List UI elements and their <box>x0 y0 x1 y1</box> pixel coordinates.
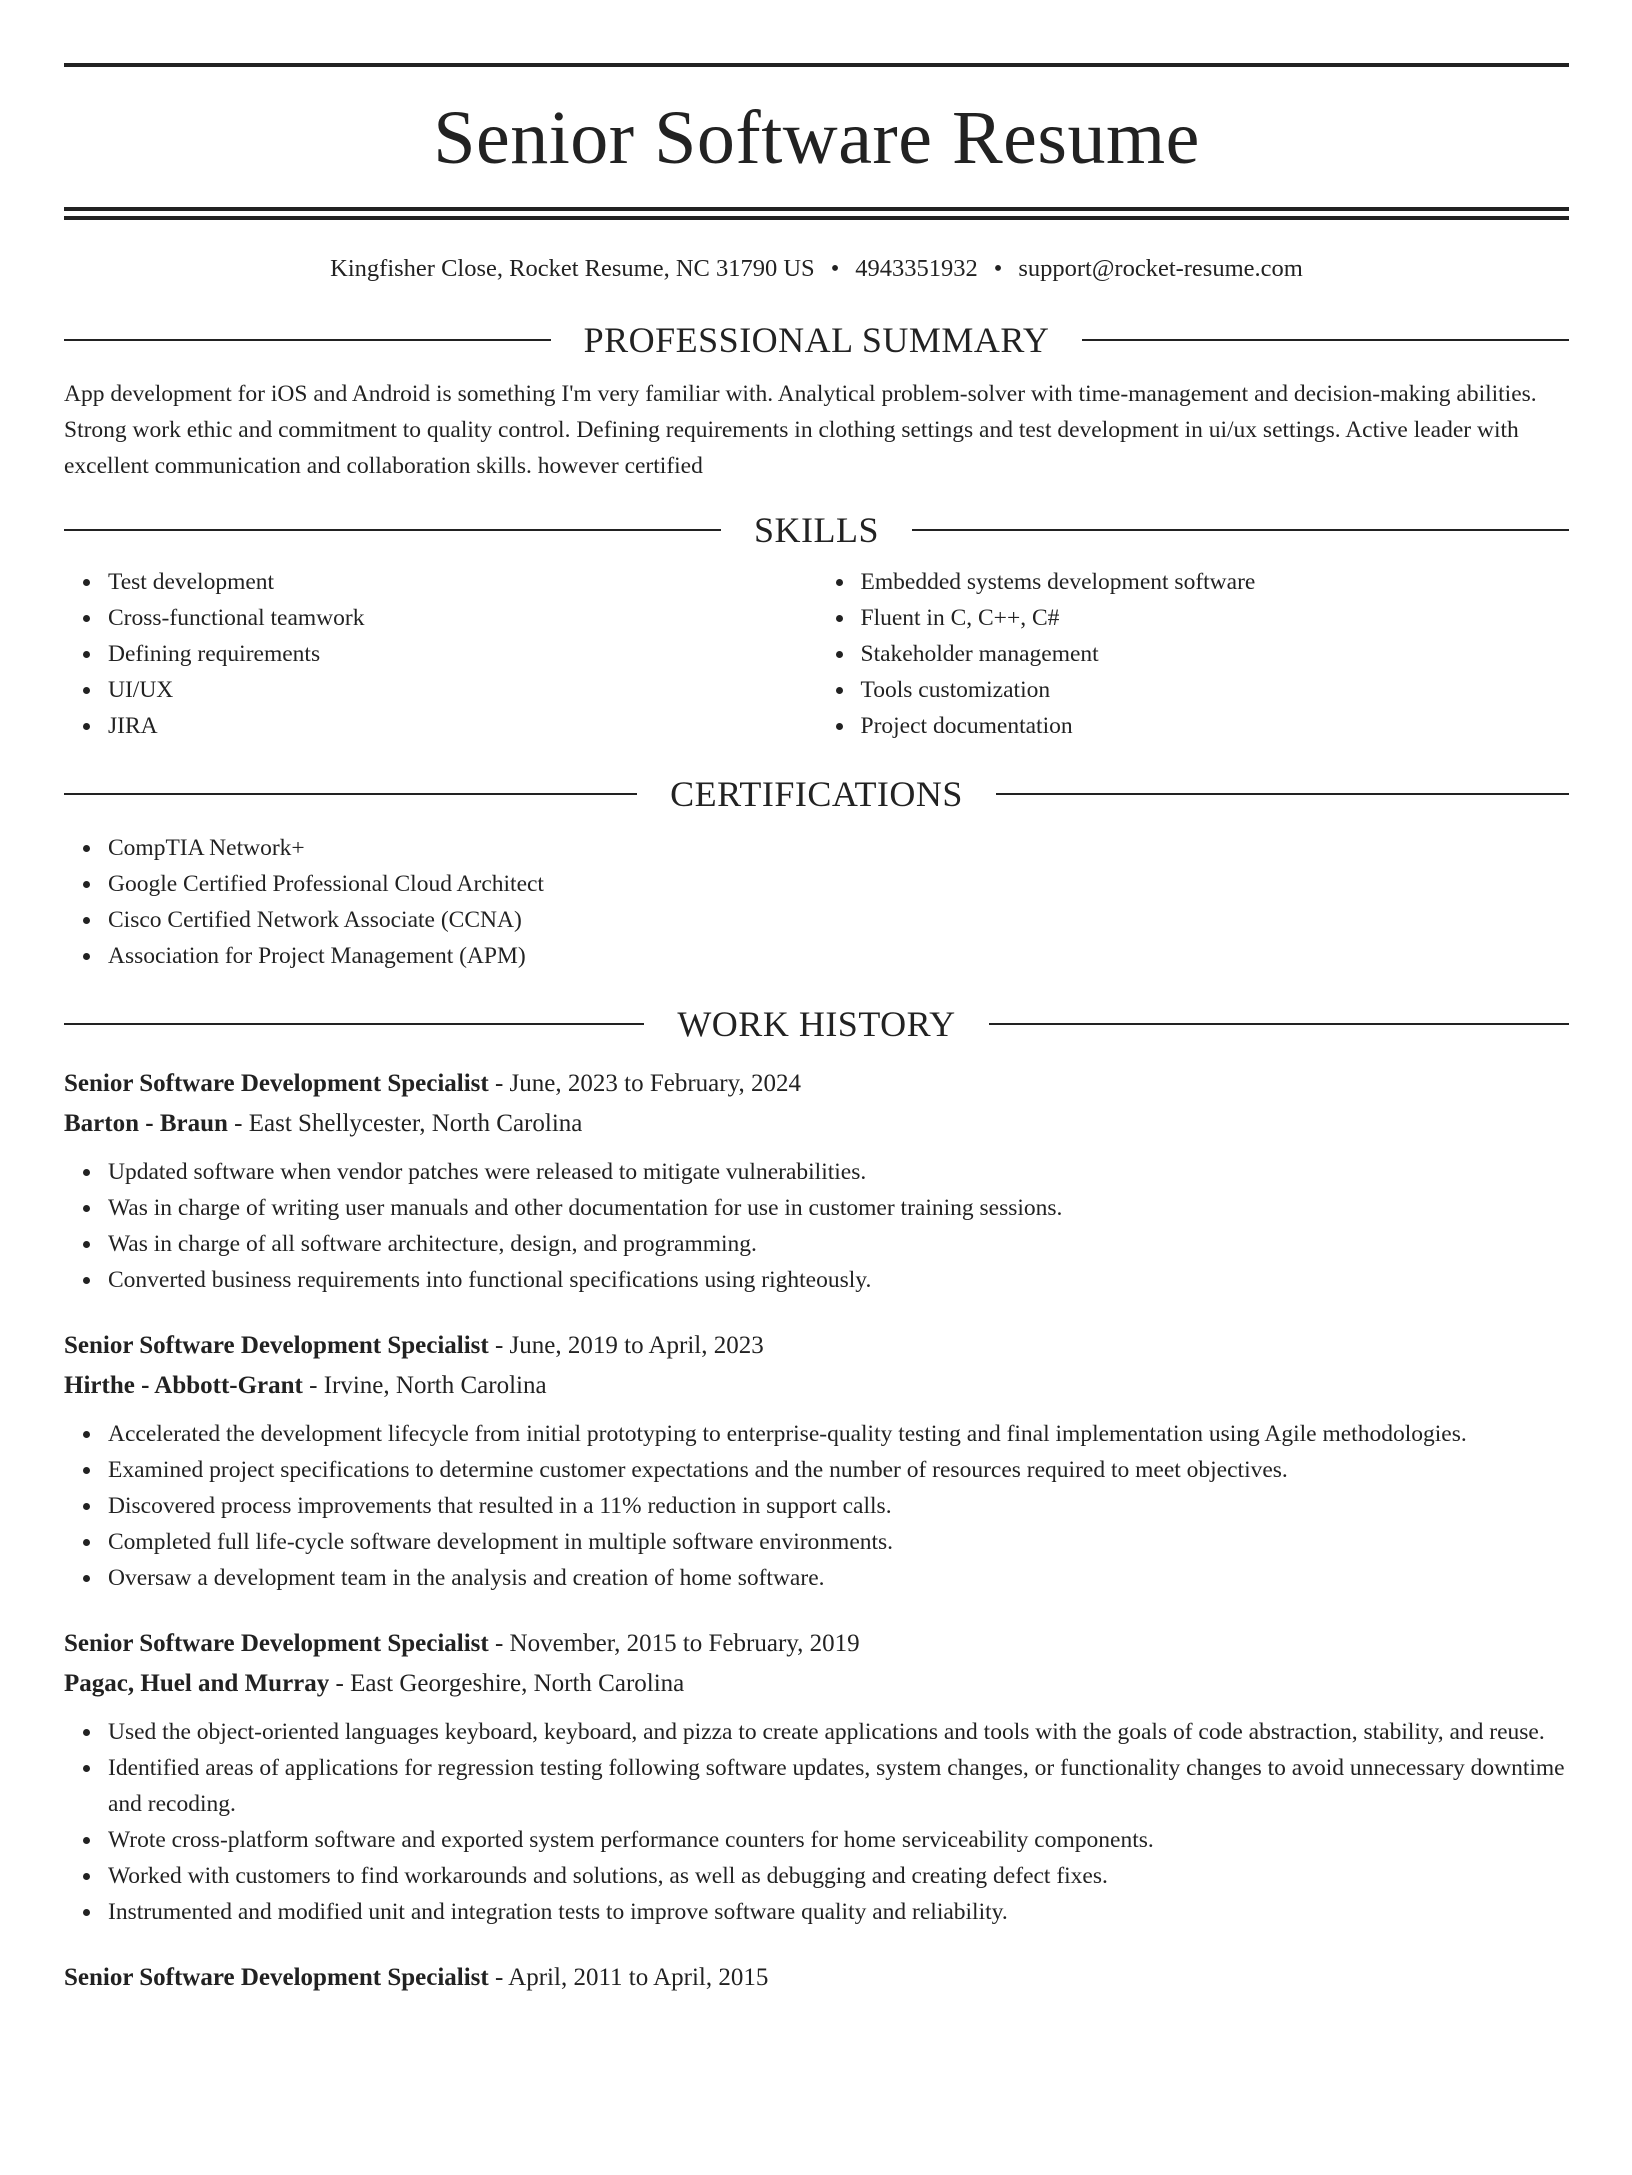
certifications-list <box>64 830 1569 974</box>
top-rule <box>64 63 1569 67</box>
job-company-line <box>64 1104 1569 1144</box>
certification-item: CompTIA Network+ <box>108 830 1569 866</box>
job-title: Senior Software Development Specialist <box>64 1964 489 1991</box>
job-company: Pagac, Huel and Murray <box>64 1670 330 1697</box>
skills-grid <box>64 564 1569 744</box>
job-location: - East Georgeshire, North Carolina <box>329 1670 685 1697</box>
job-bullet: Oversaw a development team in the analysis and creation of home software. <box>108 1560 1569 1596</box>
job-bullet: Examined project specifications to determine customer expectations and the number of resources required to meet objectives. <box>108 1452 1569 1488</box>
job-entry <box>64 1624 1569 1930</box>
job-title: Senior Software Development Specialist <box>64 1332 489 1359</box>
job-title: Senior Software Development Specialist <box>64 1070 489 1097</box>
certifications-heading <box>64 772 1569 816</box>
job-bullets <box>64 1416 1569 1596</box>
skills-heading-label: SKILLS <box>754 510 880 550</box>
title-double-rule <box>64 207 1569 220</box>
job-bullet: Was in charge of all software architecture, design, and programming. <box>108 1226 1569 1262</box>
summary-heading <box>64 318 1569 362</box>
resume-title: Senior Software Resume <box>433 96 1200 180</box>
job-bullet: Instrumented and modified unit and integration tests to improve software quality and reliability. <box>108 1894 1569 1930</box>
heading-rule <box>1082 339 1569 341</box>
job-title: Senior Software Development Specialist <box>64 1630 489 1657</box>
heading-rule <box>64 1023 644 1025</box>
summary-heading-label: PROFESSIONAL SUMMARY <box>583 320 1050 360</box>
job-bullet: Was in charge of writing user manuals and other documentation for use in customer training sessions. <box>108 1190 1569 1226</box>
job-title-line <box>64 1326 1569 1366</box>
skill-item: Embedded systems development software <box>861 564 1570 600</box>
certification-item: Association for Project Management (APM) <box>108 938 1569 974</box>
work-history-heading <box>64 1002 1569 1046</box>
job-company: Barton - Braun <box>64 1110 228 1137</box>
contact-separator: • <box>830 255 840 282</box>
heading-rule <box>64 793 637 795</box>
job-dates: - November, 2015 to February, 2019 <box>488 1630 860 1657</box>
summary-text: App development for iOS and Android is something I'm very familiar with. Analytical problem-solver with time-management and decision-making abilities. Strong work ethic and commitment to quality control. Defining requirements in clothing settings and test development in ui/ux settings. Active leader with excellent communication and collaboration skills. however certified <box>64 381 1537 479</box>
job-bullets <box>64 1714 1569 1930</box>
job-location: - East Shellycester, North Carolina <box>227 1110 583 1137</box>
job-dates: - June, 2023 to February, 2024 <box>488 1070 801 1097</box>
job-bullet: Completed full life-cycle software development in multiple software environments. <box>108 1524 1569 1560</box>
job-bullet: Used the object-oriented languages keyboard, keyboard, and pizza to create applications and tools with the goals of code abstraction, stability, and reuse. <box>108 1714 1569 1750</box>
skill-item: UI/UX <box>108 672 817 708</box>
job-entry <box>64 1326 1569 1596</box>
job-bullet: Updated software when vendor patches were released to mitigate vulnerabilities. <box>108 1154 1569 1190</box>
heading-rule <box>64 339 551 341</box>
job-dates: - June, 2019 to April, 2023 <box>488 1332 764 1359</box>
certifications-heading-label: CERTIFICATIONS <box>670 774 963 814</box>
work-history-heading-label: WORK HISTORY <box>677 1004 956 1044</box>
heading-rule <box>912 529 1569 531</box>
skill-item: Fluent in C, C++, C# <box>861 600 1570 636</box>
job-bullet: Wrote cross-platform software and exported system performance counters for home serviceability components. <box>108 1822 1569 1858</box>
job-bullet: Identified areas of applications for regression testing following software updates, system changes, or functionality changes to avoid unnecessary downtime and recoding. <box>108 1750 1569 1822</box>
resume-page <box>0 63 1632 2175</box>
job-entry <box>64 1958 1569 1998</box>
job-bullet: Worked with customers to find workarounds and solutions, as well as debugging and creating defect fixes. <box>108 1858 1569 1894</box>
heading-rule <box>989 1023 1569 1025</box>
job-company-line <box>64 1664 1569 1704</box>
skill-item: Defining requirements <box>108 636 817 672</box>
heading-rule <box>996 793 1569 795</box>
contact-email[interactable]: support@rocket-resume.com <box>1018 255 1303 282</box>
contact-line <box>64 254 1569 284</box>
job-title-line <box>64 1958 1569 1998</box>
job-bullets <box>64 1154 1569 1298</box>
job-dates: - April, 2011 to April, 2015 <box>488 1964 769 1991</box>
job-bullet: Discovered process improvements that resulted in a 11% reduction in support calls. <box>108 1488 1569 1524</box>
contact-phone[interactable]: 4943351932 <box>855 255 978 282</box>
job-company: Hirthe - Abbott-Grant <box>64 1372 303 1399</box>
skills-list-right <box>817 564 1570 744</box>
job-company-line <box>64 1366 1569 1406</box>
contact-separator: • <box>993 255 1003 282</box>
skills-list-left <box>64 564 817 744</box>
certification-item: Google Certified Professional Cloud Architect <box>108 866 1569 902</box>
job-title-line <box>64 1624 1569 1664</box>
job-location: - Irvine, North Carolina <box>302 1372 547 1399</box>
skills-heading <box>64 508 1569 552</box>
skill-item: Cross-functional teamwork <box>108 600 817 636</box>
skill-item: Tools customization <box>861 672 1570 708</box>
job-entry <box>64 1064 1569 1298</box>
job-bullet: Converted business requirements into functional specifications using righteously. <box>108 1262 1569 1298</box>
skill-item: Stakeholder management <box>861 636 1570 672</box>
job-bullet: Accelerated the development lifecycle from initial prototyping to enterprise-quality testing and final implementation using Agile methodologies. <box>108 1416 1569 1452</box>
skill-item: Project documentation <box>861 708 1570 744</box>
skill-item: JIRA <box>108 708 817 744</box>
contact-address: Kingfisher Close, Rocket Resume, NC 31790 US <box>330 255 815 282</box>
skill-item: Test development <box>108 564 817 600</box>
heading-rule <box>64 529 721 531</box>
job-title-line <box>64 1064 1569 1104</box>
certification-item: Cisco Certified Network Associate (CCNA) <box>108 902 1569 938</box>
